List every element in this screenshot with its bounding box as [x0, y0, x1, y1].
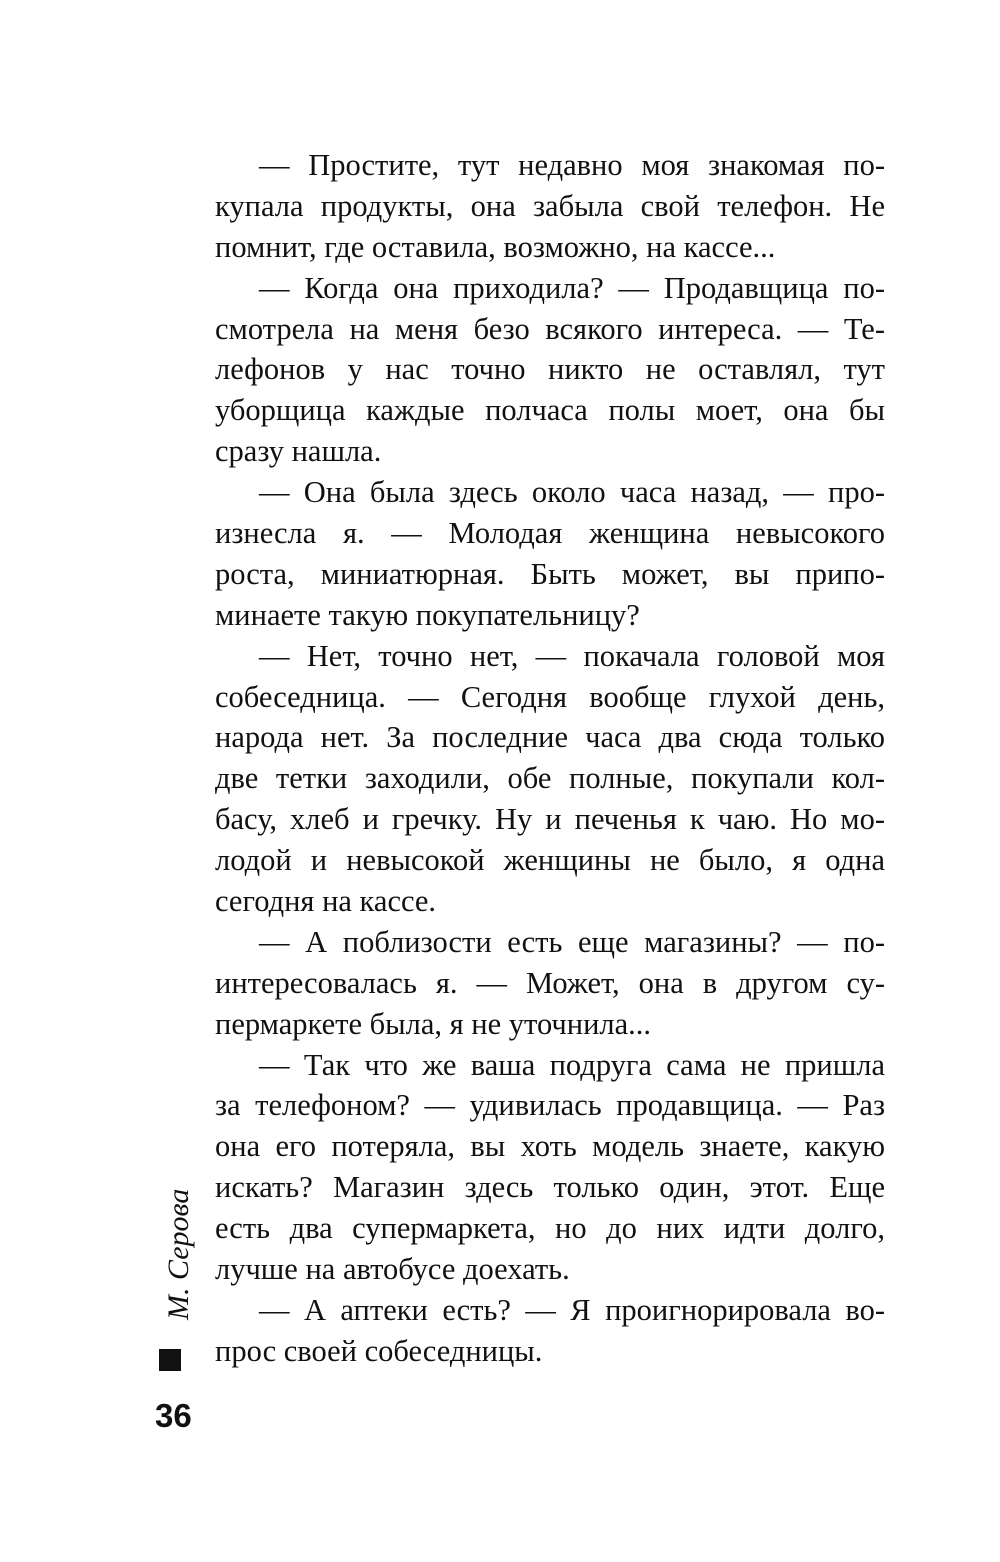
text-line: — Когда она приходила? — Продавщица по-: [259, 270, 885, 305]
text-line: две тетки заходили, обе полные, покупали кол-: [215, 761, 885, 796]
text-line: собеседница. — Сегодня вообще глухой день,: [215, 679, 885, 714]
text-line: изнесла я. — Молодая женщина невысокого: [215, 516, 885, 551]
text-line: сегодня на кассе.: [215, 884, 437, 919]
text-line: — Она была здесь около часа назад, — про-: [259, 475, 885, 510]
text-line: уборщица каждые полчаса полы моет, она бы: [215, 393, 885, 428]
text-line: басу, хлеб и гречку. Ну и печенья к чаю. Но мо-: [215, 802, 885, 837]
text-line: за телефоном? — удивилась продавщица. — Раз: [215, 1088, 885, 1123]
page-number: 36: [155, 1397, 192, 1434]
text-line: есть два супермаркета, но до них идти долго,: [215, 1211, 885, 1246]
text-line: — Так что же ваша подруга сама не пришла: [259, 1047, 885, 1082]
text-line: искать? Магазин здесь только один, этот. Еще: [215, 1170, 885, 1205]
text-line: минаете такую покупательницу?: [215, 597, 640, 632]
text-line: — Простите, тут недавно моя знакомая по-: [259, 148, 885, 182]
text-line: прос своей собеседницы.: [215, 1333, 543, 1368]
text-line: народа нет. За последние часа два сюда только: [215, 720, 885, 755]
text-line: сразу нашла.: [215, 434, 382, 469]
text-line: — А поблизости есть еще магазины? — по-: [259, 924, 885, 959]
text-line: роста, миниатюрная. Быть может, вы припо-: [215, 556, 885, 591]
running-head-author: М. Серова: [162, 1188, 195, 1320]
square-ornament-icon: [159, 1349, 181, 1371]
text-line: смотрела на меня безо всякого интереса. — Те-: [215, 311, 885, 346]
body-text: [215, 145, 885, 1372]
text-line: лефонов у нас точно никто не оставлял, тут: [215, 352, 885, 387]
text-line: она его потеряла, вы хоть модель знаете, какую: [215, 1129, 885, 1164]
text-line: — Нет, точно нет, — покачала головой моя: [259, 638, 885, 673]
text-line: купала продукты, она забыла свой телефон. Не: [215, 188, 885, 223]
text-line: помнит, где оставила, возможно, на кассе...: [215, 229, 776, 264]
text-line: лодой и невысокой женщины не было, я одна: [215, 843, 885, 878]
text-line: интересовалась я. — Может, она в другом су-: [215, 965, 885, 1000]
text-line: — А аптеки есть? — Я проигнорировала во-: [259, 1292, 885, 1327]
text-line: пермаркете была, я не уточнила...: [215, 1006, 652, 1041]
text-line: лучше на автобусе доехать.: [215, 1252, 570, 1287]
